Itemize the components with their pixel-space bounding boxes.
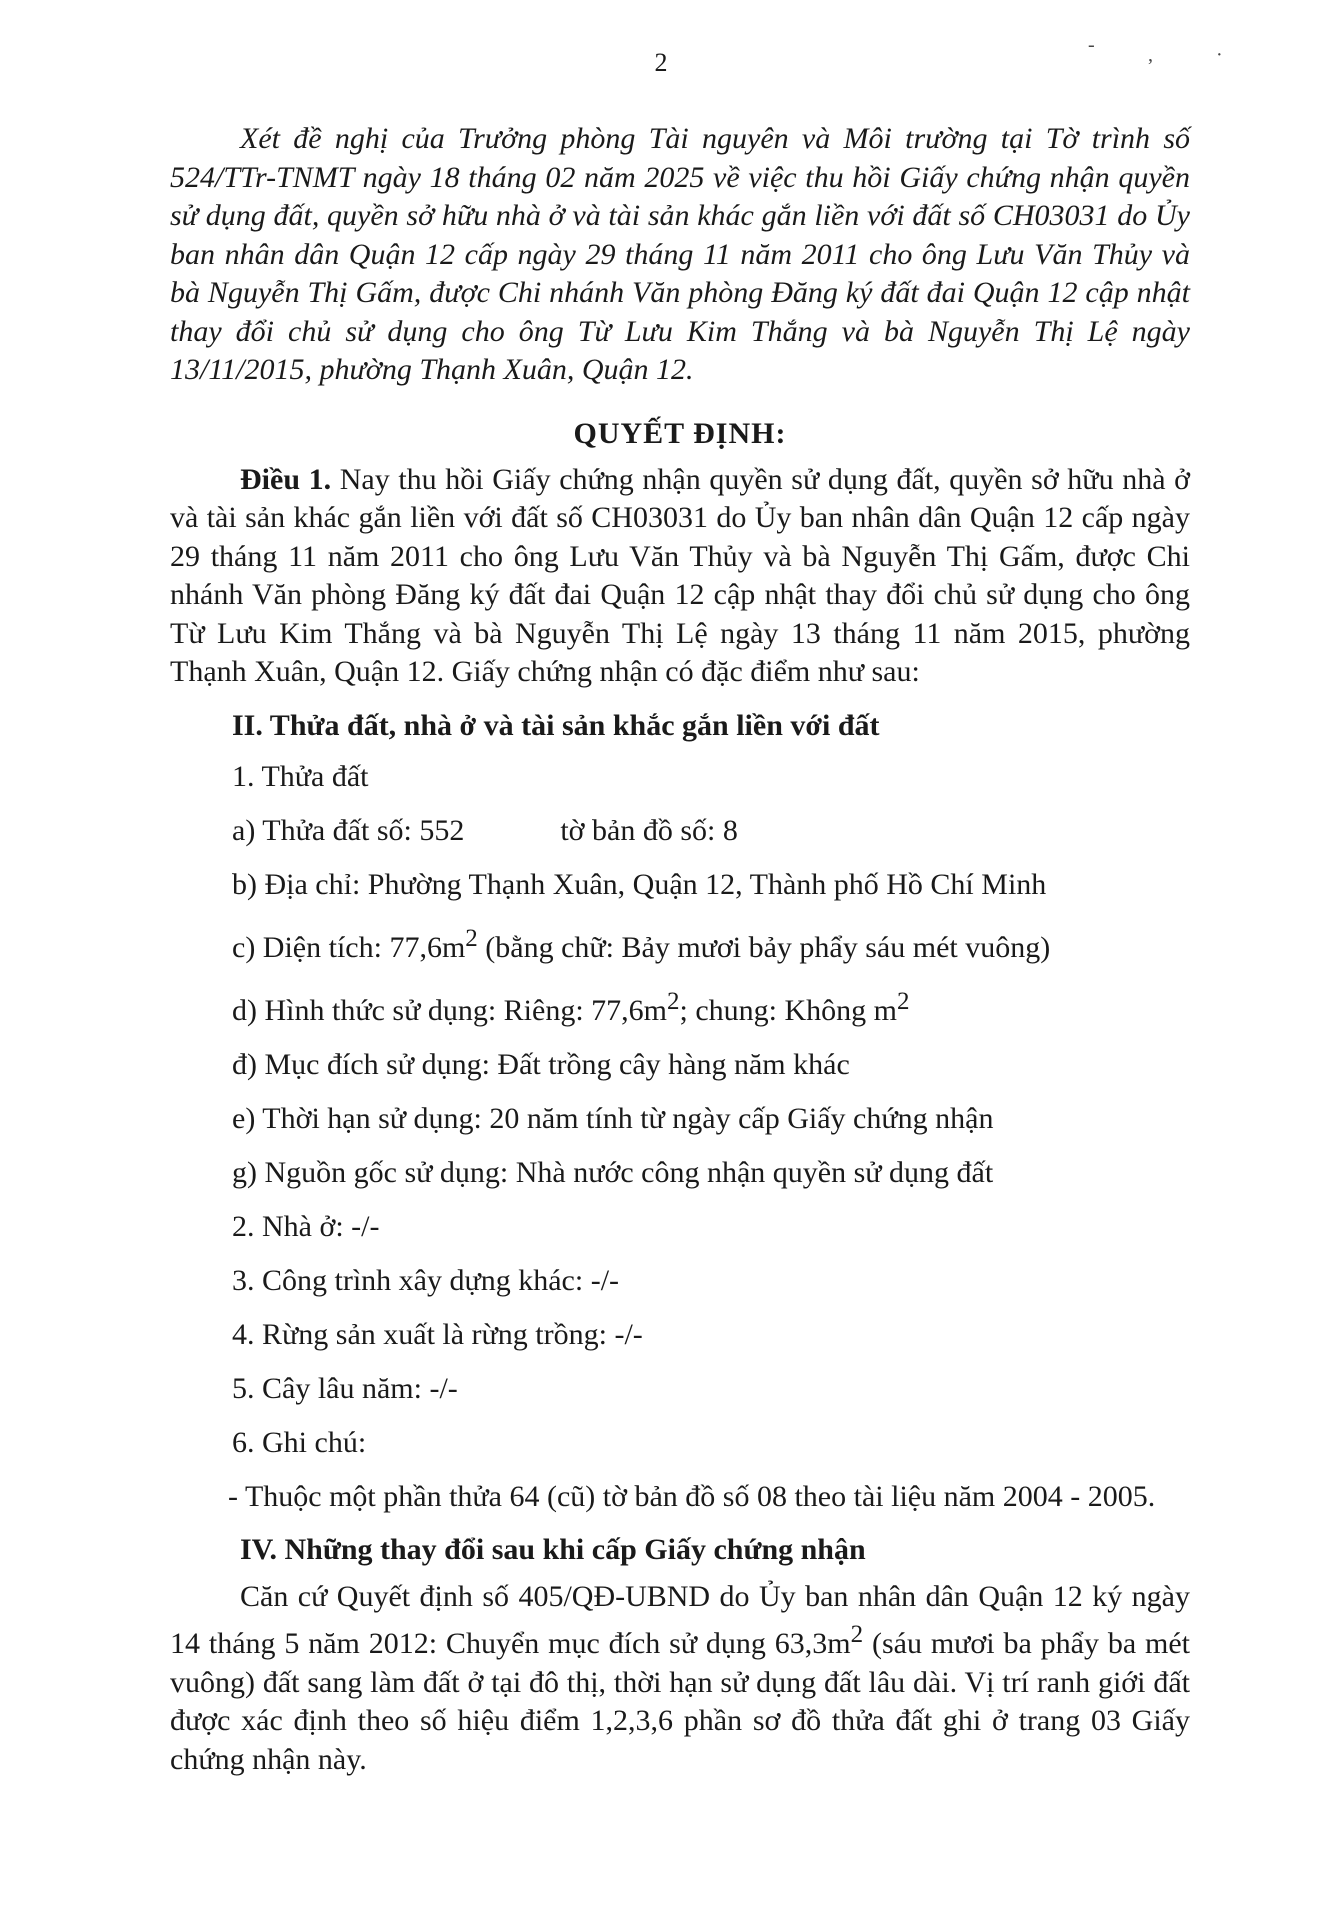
item-dd-purpose: đ) Mục đích sử dụng: Đất trồng cây hàng năm khác <box>232 1047 850 1081</box>
house-item: 2. Nhà ở: -/- <box>232 1209 380 1243</box>
area-text: c) Diện tích: 77,6m <box>232 930 466 964</box>
notes-heading: 6. Ghi chú: <box>232 1425 367 1459</box>
document-body <box>170 120 1190 1779</box>
decision-heading: QUYẾT ĐỊNH: <box>573 416 787 450</box>
usage-shared: ; chung: Không m <box>679 993 897 1027</box>
item-b-address: b) Địa chỉ: Phường Thạnh Xuân, Quận 12, Thành phố Hồ Chí Minh <box>232 867 1047 901</box>
intro-paragraph: Xét đề nghị của Trưởng phòng Tài nguyên và Môi trường tại Tờ trình số 524/TTr-TNMT ngày 18 tháng 02 năm 2025 về việc thu hồi Giấy chứng nhận quyền sử dụng đất, quyền sở hữu nhà ở và tài sản khác gắn liền với đất số CH03031 do Ủy ban nhân dân Quận 12 cấp ngày 29 tháng 11 năm 2011 cho ông Lưu Văn Thủy và bà Nguyễn Thị Gấm, được Chi nhánh Văn phòng Đăng ký đất đai Quận 12 cập nhật thay đổi chủ sử dụng cho ông Từ Lưu Kim Thắng và bà Nguyễn Thị Lệ ngày 13/11/2015, phường Thạnh Xuân, Quận 12. <box>170 122 1190 386</box>
other-construction-item: 3. Công trình xây dựng khác: -/- <box>232 1263 620 1297</box>
section-4-title: IV. Những thay đổi sau khi cấp Giấy chứng nhận <box>240 1532 866 1566</box>
land-heading: 1. Thửa đất <box>232 759 369 793</box>
usage-private-superscript: 2 <box>667 987 680 1015</box>
item-d-usage-form <box>232 975 1190 1038</box>
perennial-item: 5. Cây lâu năm: -/- <box>232 1371 458 1405</box>
item-a <box>232 804 1190 858</box>
area-words: (bằng chữ: Bảy mươi bảy phẩy sáu mét vuông) <box>477 930 1051 964</box>
article-1-label: Điều 1. <box>240 462 332 496</box>
production-forest-item: 4. Rừng sản xuất là rừng trồng: -/- <box>232 1317 643 1351</box>
section-4-superscript: 2 <box>850 1621 864 1648</box>
note-item: - Thuộc một phần thửa 64 (cũ) tờ bản đồ số 08 theo tài liệu năm 2004 - 2005. <box>228 1479 1156 1513</box>
item-g-origin: g) Nguồn gốc sử dụng: Nhà nước công nhận quyền sử dụng đất <box>232 1155 994 1189</box>
scan-speck: , <box>1148 44 1153 66</box>
section-4-text-start: Căn cứ Quyết định số 405/QĐ-UBND do Ủy ban nhân dân Quận 12 ký ngày 14 tháng 5 năm 2012: Chuyển mục đích sử dụng 63,3m <box>170 1579 1190 1660</box>
item-e-term: e) Thời hạn sử dụng: 20 năm tính từ ngày cấp Giấy chứng nhận <box>232 1101 994 1135</box>
page-number: 2 <box>654 48 668 77</box>
item-c-area <box>232 912 1190 975</box>
scan-speck: - <box>1088 34 1095 56</box>
area-superscript: 2 <box>465 924 478 952</box>
usage-shared-superscript: 2 <box>897 987 910 1015</box>
section-2-title: II. Thửa đất, nhà ở và tài sản khắc gắn liền với đất <box>232 708 880 742</box>
section-4-paragraph <box>170 1578 1190 1780</box>
article-1-text: Nay thu hồi Giấy chứng nhận quyền sử dụng đất, quyền sở hữu nhà ở và tài sản khác gắn liền với đất số CH03031 do Ủy ban nhân dân Quận 12 cấp ngày 29 tháng 11 năm 2011 cho ông Lưu Văn Thủy và bà Nguyễn Thị Gấm, được Chi nhánh Văn phòng Đăng ký đất đai Quận 12 cập nhật thay đổi chủ sử dụng cho ông Từ Lưu Kim Thắng và bà Nguyễn Thị Lệ ngày 13 tháng 11 năm 2015, phường Thạnh Xuân, Quận 12. Giấy chứng nhận có đặc điểm như sau: <box>170 462 1190 688</box>
scan-speck: · <box>1216 44 1223 66</box>
article-1 <box>170 461 1190 692</box>
map-sheet-number: tờ bản đồ số: 8 <box>560 813 738 847</box>
parcel-number: a) Thửa đất số: 552 <box>232 813 465 847</box>
usage-private: d) Hình thức sử dụng: Riêng: 77,6m <box>232 993 667 1027</box>
section-4-text-end: (sáu mươi ba phẩy ba mét vuông) đất sang làm đất ở tại đô thị, thời hạn sử dụng đất lâu dài. Vị trí ranh giới đất được xác định theo số hiệu điểm 1,2,3,6 phần sơ đồ thửa đất ghi ở trang 03 Giấy chứng nhận này. <box>170 1627 1190 1776</box>
